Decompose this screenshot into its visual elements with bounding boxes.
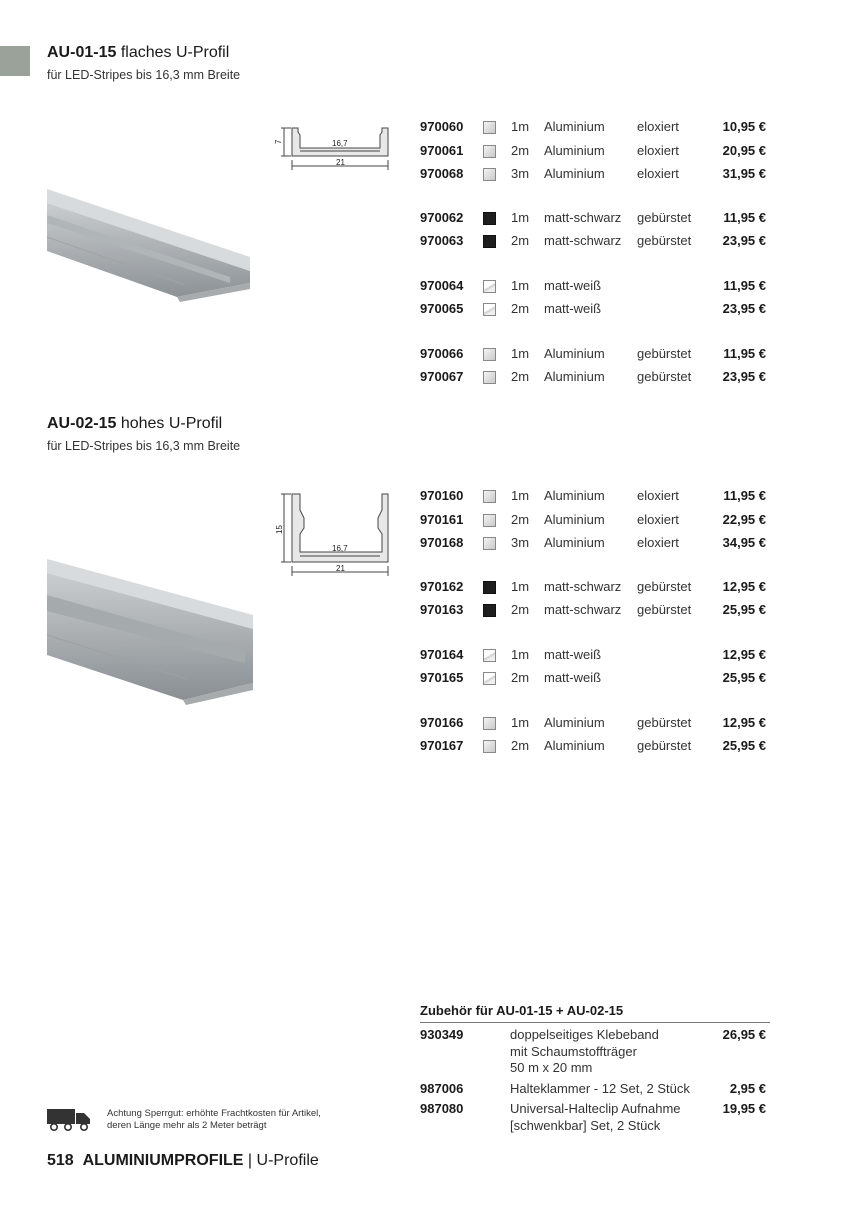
length: 2m	[511, 142, 530, 158]
product-code: AU-01-15	[47, 44, 117, 61]
length: 1m	[511, 345, 530, 361]
article-number: 970060	[420, 119, 464, 134]
finish: gebürstet	[637, 714, 692, 730]
table-row	[420, 140, 770, 164]
section-title-au-02-15	[47, 415, 222, 433]
price: 19,95 €	[722, 1101, 766, 1116]
article-number: 970164	[420, 646, 464, 662]
color-swatch	[483, 280, 496, 293]
freight-notice	[107, 1108, 321, 1132]
color-swatch	[483, 490, 496, 503]
table-row	[420, 298, 770, 322]
color-swatch	[483, 348, 496, 361]
price-group	[420, 275, 770, 322]
price-group	[420, 576, 770, 623]
material: Aluminium	[544, 738, 605, 753]
notice-line: Achtung Sperrgut: erhöhte Frachtkosten für Artikel,	[107, 1108, 321, 1119]
length: 3m	[511, 166, 530, 181]
length: 1m	[511, 578, 530, 594]
table-row	[420, 644, 770, 668]
table-row	[420, 712, 770, 736]
price: 25,95 €	[722, 670, 766, 685]
product-name: hohes U-Profil	[120, 415, 223, 432]
material: Aluminium	[544, 535, 605, 550]
accessory-row	[420, 1081, 770, 1098]
material: Aluminium	[544, 714, 605, 730]
section-subtitle: für LED-Stripes bis 16,3 mm Breite	[47, 68, 241, 82]
article-number: 970168	[420, 535, 464, 550]
section-title-au-01-15	[47, 44, 229, 62]
article-number: 970162	[420, 578, 464, 594]
finish: eloxiert	[637, 166, 679, 181]
article-number: 970068	[420, 166, 464, 181]
material: Aluminium	[544, 142, 605, 158]
length: 2m	[511, 233, 530, 248]
price: 25,95 €	[722, 738, 766, 753]
material: matt-schwarz	[544, 209, 622, 225]
price-group	[420, 485, 770, 556]
table-row	[420, 116, 770, 140]
article-number: 970067	[420, 369, 464, 384]
product-table-au-02-15	[420, 485, 770, 759]
length: 1m	[511, 277, 530, 293]
material: Aluminium	[544, 369, 605, 384]
price: 23,95 €	[722, 301, 766, 316]
color-swatch	[483, 514, 496, 527]
product-photo-high-profile	[45, 555, 260, 707]
table-row	[420, 576, 770, 600]
price-group	[420, 116, 770, 187]
material: matt-weiß	[544, 277, 602, 293]
dim-height: 7	[274, 139, 283, 144]
price-group	[420, 644, 770, 691]
color-swatch	[483, 649, 496, 662]
color-swatch	[483, 717, 496, 730]
page-number: 518	[47, 1152, 74, 1169]
length: 1m	[511, 119, 530, 134]
finish: gebürstet	[637, 233, 692, 248]
article-number: 987080	[420, 1101, 464, 1116]
description-line: [schwenkbar] Set, 2 Stück	[510, 1117, 661, 1133]
article-number: 970163	[420, 602, 464, 617]
truck-icon	[46, 1108, 92, 1132]
price: 11,95 €	[723, 345, 766, 361]
finish: eloxiert	[637, 511, 679, 527]
material: Aluminium	[544, 119, 605, 134]
price: 11,95 €	[723, 277, 766, 293]
table-row	[420, 230, 770, 254]
profile-drawing-flat	[272, 118, 396, 174]
price: 34,95 €	[722, 535, 766, 550]
finish: gebürstet	[637, 369, 692, 384]
length: 2m	[511, 301, 530, 316]
price-group	[420, 343, 770, 390]
length: 3m	[511, 535, 530, 550]
price: 12,95 €	[722, 714, 766, 730]
finish: gebürstet	[637, 602, 692, 617]
table-row	[420, 207, 770, 231]
length: 2m	[511, 511, 530, 527]
product-table-au-01-15	[420, 116, 770, 390]
length: 2m	[511, 670, 530, 685]
table-row	[420, 275, 770, 299]
price: 23,95 €	[722, 369, 766, 384]
color-swatch	[483, 604, 496, 617]
color-swatch	[483, 212, 496, 225]
length: 2m	[511, 369, 530, 384]
material: Aluminium	[544, 488, 605, 503]
accessories-title: Zubehör für AU-01-15 + AU-02-15	[420, 1003, 770, 1023]
price: 12,95 €	[722, 646, 766, 662]
table-row	[420, 163, 770, 187]
price: 11,95 €	[723, 209, 766, 225]
price: 11,95 €	[723, 488, 766, 503]
color-swatch	[483, 303, 496, 316]
material: matt-schwarz	[544, 602, 622, 617]
chapter-tab-marker	[0, 46, 30, 76]
footer-category: ALUMINIUMPROFILE	[82, 1152, 244, 1169]
finish: gebürstet	[637, 209, 692, 225]
dim-height: 15	[275, 525, 284, 534]
article-number: 970065	[420, 301, 464, 316]
finish: gebürstet	[637, 738, 692, 753]
material: matt-weiß	[544, 670, 602, 685]
color-swatch	[483, 672, 496, 685]
price: 26,95 €	[722, 1027, 766, 1042]
section-subtitle: für LED-Stripes bis 16,3 mm Breite	[47, 439, 241, 453]
product-name: flaches U-Profil	[120, 44, 230, 61]
description-line: 50 m x 20 mm	[510, 1060, 593, 1075]
color-swatch	[483, 537, 496, 550]
product-photo-flat-profile	[45, 185, 260, 305]
table-row	[420, 366, 770, 390]
material: matt-weiß	[544, 646, 602, 662]
material: matt-schwarz	[544, 578, 622, 594]
dim-inner: 16,7	[332, 544, 348, 553]
table-row	[420, 599, 770, 623]
price: 23,95 €	[722, 233, 766, 248]
dim-outer: 21	[336, 564, 345, 573]
length: 2m	[511, 602, 530, 617]
article-number: 970064	[420, 277, 464, 293]
description-line: mit Schaumstoffträger	[510, 1043, 637, 1059]
profile-drawing-high	[272, 488, 396, 580]
accessories-table	[420, 1003, 770, 1136]
price: 25,95 €	[722, 602, 766, 617]
price: 20,95 €	[722, 142, 766, 158]
product-code: AU-02-15	[47, 415, 117, 432]
accessory-row	[420, 1027, 770, 1077]
table-row	[420, 485, 770, 509]
description-line: Halteklammer - 12 Set, 2 Stück	[510, 1080, 690, 1096]
dim-inner: 16,7	[332, 139, 348, 148]
accessory-description	[510, 1027, 700, 1077]
table-row	[420, 667, 770, 691]
article-number: 970061	[420, 142, 464, 158]
table-row	[420, 735, 770, 759]
accessory-row	[420, 1101, 770, 1134]
length: 1m	[511, 714, 530, 730]
article-number: 930349	[420, 1027, 464, 1042]
footer-separator: |	[247, 1152, 253, 1169]
finish: eloxiert	[637, 119, 679, 134]
article-number: 987006	[420, 1080, 464, 1096]
price: 2,95 €	[729, 1080, 766, 1096]
price-group	[420, 207, 770, 254]
description-line: Universal-Halteclip Aufnahme	[510, 1101, 681, 1116]
footer-subcategory: U-Profile	[256, 1152, 319, 1169]
length: 1m	[511, 646, 530, 662]
material: Aluminium	[544, 345, 605, 361]
article-number: 970161	[420, 511, 464, 527]
finish: eloxiert	[637, 535, 679, 550]
material: Aluminium	[544, 511, 605, 527]
price: 12,95 €	[722, 578, 766, 594]
color-swatch	[483, 235, 496, 248]
length: 2m	[511, 738, 530, 753]
price: 22,95 €	[722, 511, 766, 527]
color-swatch	[483, 145, 496, 158]
table-row	[420, 509, 770, 533]
material: matt-weiß	[544, 301, 602, 316]
dim-outer: 21	[336, 158, 345, 167]
color-swatch	[483, 121, 496, 134]
finish: gebürstet	[637, 345, 692, 361]
article-number: 970062	[420, 209, 464, 225]
length: 1m	[511, 488, 530, 503]
length: 1m	[511, 209, 530, 225]
notice-line: deren Länge mehr als 2 Meter beträgt	[107, 1120, 267, 1131]
finish: eloxiert	[637, 142, 679, 158]
price: 31,95 €	[722, 166, 766, 181]
table-row	[420, 532, 770, 556]
article-number: 970160	[420, 488, 464, 503]
article-number: 970066	[420, 345, 464, 361]
material: Aluminium	[544, 166, 605, 181]
price: 10,95 €	[722, 119, 766, 134]
table-row	[420, 343, 770, 367]
article-number: 970063	[420, 233, 464, 248]
color-swatch	[483, 581, 496, 594]
article-number: 970167	[420, 738, 464, 753]
accessory-description	[510, 1101, 700, 1134]
description-line: doppelseitiges Klebeband	[510, 1027, 659, 1042]
material: matt-schwarz	[544, 233, 622, 248]
finish: gebürstet	[637, 578, 692, 594]
article-number: 970165	[420, 670, 464, 685]
color-swatch	[483, 371, 496, 384]
price-group	[420, 712, 770, 759]
finish: eloxiert	[637, 488, 679, 503]
accessory-description	[510, 1081, 700, 1098]
article-number: 970166	[420, 714, 464, 730]
color-swatch	[483, 740, 496, 753]
color-swatch	[483, 168, 496, 181]
page-footer	[47, 1152, 319, 1170]
